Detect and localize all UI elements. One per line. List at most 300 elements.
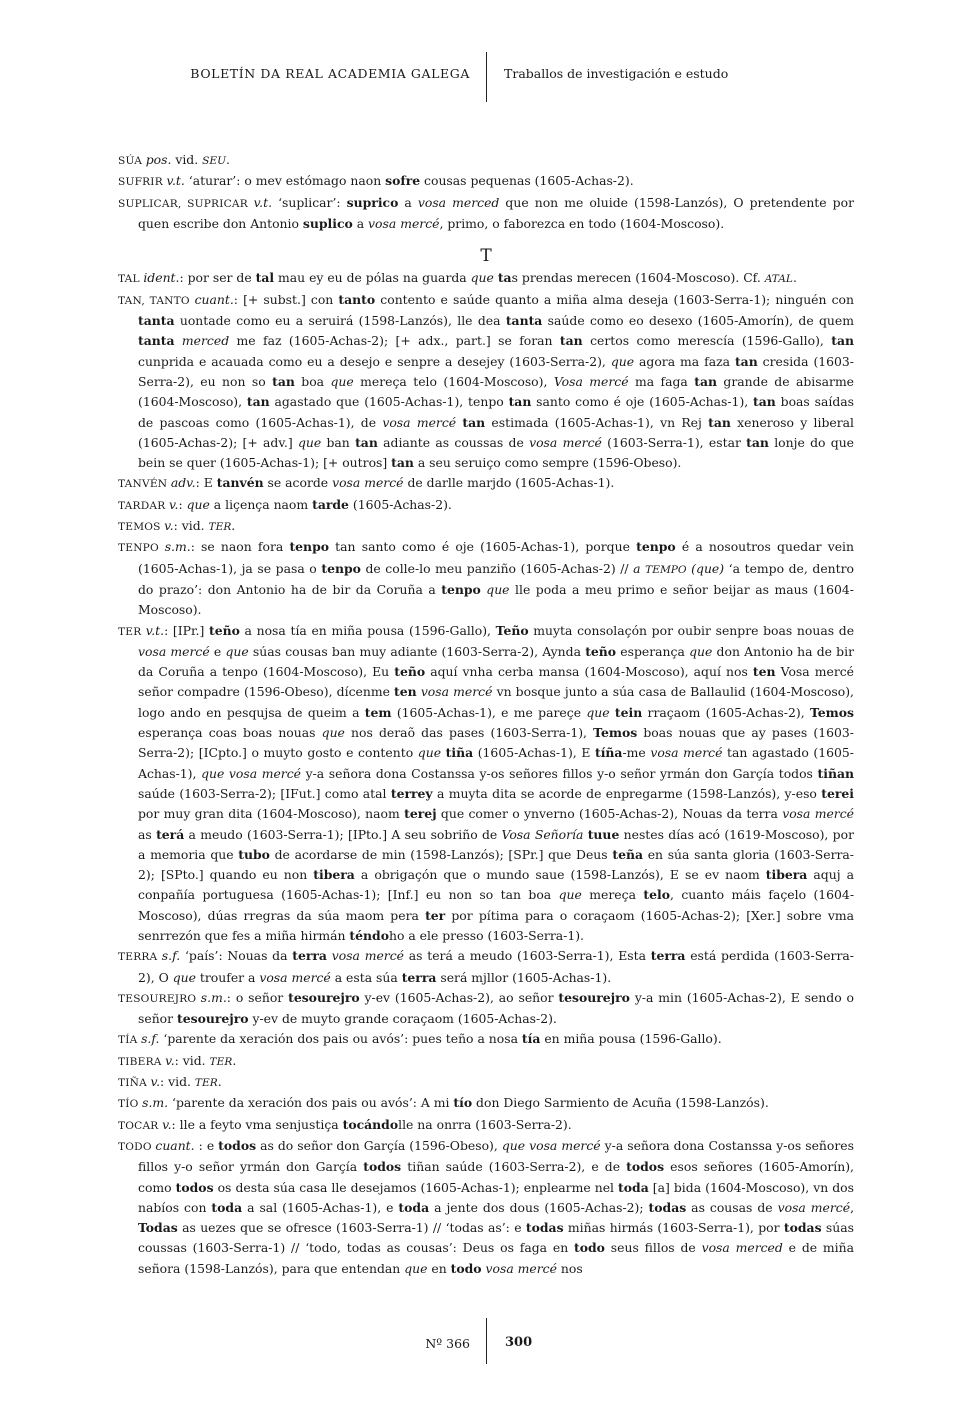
cited-form: tem bbox=[364, 704, 392, 720]
entry-text: súas cousas ban muy adiante (1603-Serra-2), Aynda bbox=[248, 643, 586, 659]
grammar-label: adv. bbox=[170, 475, 196, 491]
italic-text: que bbox=[186, 496, 210, 512]
entry-text: se acorde bbox=[263, 475, 333, 491]
headword: TODO bbox=[118, 1140, 156, 1153]
cited-form: tiñan bbox=[817, 765, 854, 781]
entry-text: boa bbox=[294, 373, 331, 389]
headword: SUPLICAR, SUPRICAR bbox=[118, 197, 254, 210]
headword: TENPO bbox=[118, 542, 165, 555]
glossary-body bbox=[118, 150, 854, 1279]
entry-text: mereça bbox=[581, 887, 644, 903]
headword: TIÑA bbox=[118, 1077, 151, 1090]
italic-text: vosa mercé bbox=[332, 475, 404, 491]
cited-form: tenpo bbox=[636, 539, 676, 555]
entries-s bbox=[118, 150, 854, 234]
cited-form: todo bbox=[574, 1240, 605, 1256]
entry-text: aquj a conpañía portuguesa (1605-Achas-1); [Inf.] eu non so tan boa bbox=[138, 867, 855, 903]
header-divider bbox=[486, 52, 487, 102]
cited-form: tenpo bbox=[289, 539, 329, 555]
entry-text: : bbox=[178, 496, 187, 512]
dictionary-entry bbox=[118, 495, 854, 516]
grammar-label: s.m. bbox=[200, 989, 227, 1005]
entry-text: estimada (1605-Achas-1), vn Rej bbox=[485, 414, 709, 430]
dictionary-entry bbox=[118, 1136, 854, 1279]
journal-title: BOLETÍN DA REAL ACADEMIA GALEGA bbox=[190, 66, 470, 81]
entry-text: ma faga bbox=[628, 373, 695, 389]
entry-text: don Diego Sarmiento de Acuña (1598-Lanzós). bbox=[472, 1095, 769, 1111]
entry-text: por muy gran dita (1604-Moscoso), naom bbox=[138, 806, 405, 822]
entry-text: que comer o ynverno (1605-Achas-2), Nouas da terra bbox=[436, 806, 783, 822]
headword: SÚA bbox=[118, 155, 146, 167]
cited-form: tarde bbox=[312, 496, 349, 512]
cited-form: tuue bbox=[587, 826, 620, 842]
italic-text: (que) bbox=[686, 560, 725, 576]
entry-text: s prendas merecen (1604-Moscoso). Cf. bbox=[511, 270, 765, 286]
cited-form: teño bbox=[394, 664, 426, 680]
entry-text: cunprida e acauada como eu a desejo e senpre a desejey (1603-Serra-2), bbox=[138, 353, 611, 369]
dictionary-entry bbox=[118, 1093, 854, 1114]
italic-text: que bbox=[417, 745, 442, 761]
entry-text: . bbox=[232, 1052, 237, 1068]
cited-form: tesourejro bbox=[288, 989, 360, 1005]
entry-text: esperança coas boas nouas bbox=[138, 725, 322, 741]
entry-text: aquí vnha cerba mansa (1604-Moscoso), aquí nos bbox=[425, 664, 753, 680]
cited-form: tan bbox=[391, 455, 414, 471]
entry-text: vid. bbox=[171, 152, 203, 167]
cross-reference: TER bbox=[209, 1055, 233, 1068]
entry-text: lle na onrra (1603-Serra-2). bbox=[398, 1116, 572, 1132]
entry-text: santo como é oje (1605-Achas-1), bbox=[531, 394, 754, 410]
entry-text: mau ey eu de pólas na guarda bbox=[274, 270, 471, 286]
entry-text: súas coussas (1603-Serra-1) // ‘todo, todas as cousas’: Deus os faga en bbox=[138, 1220, 854, 1256]
cited-form: tan bbox=[753, 394, 776, 410]
entry-text: ‘parente da xeración dos pais ou avós’: A mi bbox=[168, 1095, 454, 1111]
running-footer bbox=[0, 1318, 975, 1368]
entry-text: miñas hirmás (1603-Serra-1), por bbox=[563, 1220, 784, 1236]
dictionary-entry bbox=[118, 473, 854, 494]
cited-form: terra bbox=[292, 948, 327, 964]
cited-form: teño bbox=[209, 622, 240, 638]
cited-form: Teño bbox=[495, 622, 529, 638]
grammar-label: s.f. bbox=[141, 1031, 160, 1047]
entry-text: a liçença naom bbox=[209, 496, 313, 512]
entry-text: : e bbox=[194, 1137, 219, 1153]
entry-text: en bbox=[427, 1260, 451, 1276]
issue-number: Nº 366 bbox=[425, 1336, 470, 1351]
entry-text: e de miña señora (1598-Lanzós), para que entendan bbox=[138, 1240, 854, 1276]
cited-form: tan bbox=[694, 373, 717, 389]
italic-text: Vosa Señoría bbox=[501, 826, 584, 842]
grammar-label: v.t. bbox=[145, 622, 165, 638]
entry-text: as do señor don Garçía (1596-Obeso), bbox=[256, 1137, 502, 1153]
cited-form: todas bbox=[648, 1199, 687, 1215]
entry-text: saúde (1603-Serra-2); [IFut.] como atal bbox=[138, 785, 391, 801]
cited-form: tan bbox=[746, 434, 769, 450]
italic-text: que bbox=[610, 353, 635, 369]
cited-form: tenpo bbox=[441, 581, 481, 597]
cited-form: todos bbox=[363, 1159, 402, 1175]
entry-text bbox=[175, 333, 182, 348]
cited-form: sofre bbox=[385, 173, 421, 189]
entry-text: agastado que (1605-Achas-1), tenpo bbox=[269, 394, 509, 410]
headword: TÍO bbox=[118, 1098, 143, 1111]
italic-text: vosa mercé bbox=[529, 434, 602, 450]
headword: TANVÉN bbox=[118, 478, 171, 491]
entry-text: cresida (1603-Serra-2), eu non so bbox=[138, 353, 854, 389]
entry-text: ban bbox=[321, 434, 356, 450]
headword: TOCAR bbox=[118, 1119, 163, 1132]
entry-text: será mjllor (1605-Achas-1). bbox=[436, 969, 612, 985]
entry-text: é a nosoutros quedar vein (1605-Achas-1), ja se pasa o bbox=[138, 539, 854, 576]
entry-text: xeneroso y liberal (1605-Achas-2); [+ adv.] bbox=[138, 414, 854, 450]
cross-reference: TER bbox=[194, 1077, 218, 1090]
entry-text: Vosa mercé señor compadre (1596-Obeso), dícenme bbox=[138, 664, 855, 700]
entry-text: contento e saúde quanto a miña alma deseja (1603-Serra-1); ninguén con bbox=[375, 291, 854, 307]
entry-text: mereça telo (1604-Moscoso), bbox=[353, 373, 554, 389]
entry-text: ‘suplicar’: bbox=[272, 194, 347, 210]
entry-text: . bbox=[226, 152, 230, 167]
headword: TEMOS bbox=[118, 521, 165, 534]
entry-text: uontade como eu a seruirá (1598-Lanzós), lle dea bbox=[174, 313, 506, 329]
grammar-label: v. bbox=[164, 518, 174, 534]
italic-text: que vosa mercé bbox=[201, 765, 301, 781]
italic-text: vosa mercé bbox=[368, 215, 440, 231]
entry-text: está perdida (1603-Serra-2), O bbox=[138, 948, 854, 985]
cross-reference: ATAL bbox=[764, 273, 793, 286]
cited-form: tesourejro bbox=[177, 1011, 249, 1027]
entry-text: (1603-Serra-1), estar bbox=[601, 434, 747, 450]
entry-text: y-ev (1605-Achas-2), ao señor bbox=[359, 989, 559, 1005]
headword: TESOUREJRO bbox=[118, 992, 201, 1005]
entry-text: vn bosque junto a súa casa de Ballaulid (1604-Moscoso), logo ando en pesqujsa de queim a bbox=[138, 684, 854, 720]
italic-text: que bbox=[689, 643, 713, 659]
cited-form: todas bbox=[525, 1220, 564, 1236]
entry-text: lonje do que bein se quer (1605-Achas-1); [+ outros] bbox=[138, 434, 855, 471]
entry-text: (1605-Achas-1), E bbox=[473, 745, 595, 761]
cited-form: tío bbox=[453, 1095, 473, 1111]
entry-text: boas saídas de pascoas como (1605-Achas-1), de bbox=[138, 394, 854, 430]
cited-form: téndo bbox=[349, 927, 389, 943]
entry-text: . bbox=[217, 1074, 222, 1090]
cited-form: toda bbox=[398, 1199, 430, 1215]
cited-form: tiña bbox=[445, 745, 474, 761]
entry-text: , primo, o faborezca en todo (1604-Moscoso). bbox=[439, 215, 725, 231]
cited-form: ta bbox=[497, 270, 512, 286]
cited-form: tocándo bbox=[342, 1116, 399, 1132]
grammar-label: v.t. bbox=[253, 194, 273, 210]
cited-form: suplico bbox=[302, 215, 353, 231]
entry-text: : vid. bbox=[174, 1052, 210, 1068]
entry-text: : vid. bbox=[160, 1074, 195, 1090]
cited-form: toda bbox=[211, 1199, 243, 1215]
grammar-label: ident. bbox=[143, 270, 180, 286]
cited-form: tan bbox=[734, 353, 758, 369]
italic-text: vosa mercé bbox=[331, 948, 404, 964]
entries-t bbox=[118, 268, 854, 1279]
cited-form: terra bbox=[401, 969, 437, 985]
headword: TIBERA bbox=[118, 1055, 166, 1068]
dictionary-entry bbox=[118, 1115, 854, 1136]
italic-text: vosa mercé bbox=[420, 684, 493, 700]
entry-text: as uezes que se ofresce (1603-Serra-1) // ‘todas as’: e bbox=[177, 1220, 526, 1236]
section-title: Traballos de investigación e estudo bbox=[504, 66, 729, 81]
cited-form: tanta bbox=[138, 333, 175, 349]
footer-divider bbox=[486, 1318, 487, 1364]
dictionary-entry bbox=[118, 516, 854, 537]
cited-form: tan bbox=[708, 414, 731, 430]
cross-reference: TEMPO bbox=[645, 563, 687, 576]
cited-form: tan bbox=[462, 414, 486, 430]
dictionary-entry bbox=[118, 268, 854, 289]
dictionary-entry bbox=[118, 1051, 854, 1072]
cited-form: tan bbox=[355, 434, 378, 450]
dictionary-entry bbox=[118, 1029, 854, 1050]
entry-text: me faz (1605-Achas-2); [+ adx., part.] se foran bbox=[229, 333, 560, 349]
grammar-label: s.m. bbox=[164, 539, 191, 555]
italic-text: que bbox=[321, 725, 345, 741]
entry-text: ‘aturar’: o mev estómago naon bbox=[184, 173, 386, 189]
headword: TAL bbox=[118, 273, 144, 286]
italic-text: Vosa mercé bbox=[553, 373, 629, 389]
dictionary-entry bbox=[118, 988, 854, 1030]
entry-text: esos señores (1605-Amorín), como bbox=[138, 1159, 854, 1195]
entry-text: : [+ subst.] con bbox=[233, 291, 339, 307]
entry-text: : por ser de bbox=[179, 270, 256, 286]
entry-text: tan agastado (1605-Achas-1), bbox=[138, 745, 854, 781]
entry-text: (1605-Achas-1), e me pareçe bbox=[391, 704, 587, 720]
entry-text: : vid. bbox=[173, 518, 209, 534]
entry-text: a bbox=[398, 194, 418, 210]
entry-text: ‘a tempo de, dentro do prazo’: don Antonio ha de bir da Coruña a bbox=[138, 560, 855, 597]
entry-text: a meudo (1603-Serra-1); [IPto.] A seu sobriño de bbox=[184, 826, 502, 842]
cited-form: terej bbox=[404, 806, 437, 822]
cited-form: Temos bbox=[593, 725, 638, 741]
grammar-label: v.t. bbox=[166, 173, 185, 189]
italic-text: vosa mercé bbox=[382, 414, 457, 430]
cited-form: terra bbox=[650, 948, 686, 964]
entry-text: de darlle marjdo (1605-Achas-1). bbox=[403, 475, 615, 491]
cited-form: tan bbox=[508, 394, 532, 410]
cited-form: terá bbox=[156, 826, 185, 842]
cited-form: Todas bbox=[138, 1220, 178, 1236]
entry-text: a jente dos dous (1605-Achas-2); bbox=[429, 1199, 649, 1215]
entry-text: e bbox=[209, 643, 226, 659]
entry-text: y-ev de muyto grande coraçaom (1605-Achas-2). bbox=[248, 1011, 557, 1027]
entry-text: . bbox=[792, 270, 797, 286]
entry-text: : lle a feyto vma senjustiça bbox=[171, 1116, 343, 1132]
entry-text: a sal (1605-Achas-1), e bbox=[242, 1199, 399, 1215]
italic-text: vosa mercé bbox=[485, 1260, 557, 1276]
cited-form: tíña bbox=[594, 745, 623, 761]
grammar-label: cuant. bbox=[155, 1137, 195, 1153]
entry-text: troufer a bbox=[195, 969, 260, 985]
grammar-label: v. bbox=[165, 1052, 175, 1068]
entry-text: as bbox=[138, 826, 157, 842]
grammar-label: s.m. bbox=[142, 1095, 169, 1111]
entry-text: [a] bida (1604-Moscoso), vn dos nabíos con bbox=[138, 1179, 854, 1215]
headword: SUFRIR bbox=[118, 176, 167, 189]
entry-text: en súa santa gloria (1603-Serra-2); [SPto.] quando eu non bbox=[138, 846, 854, 883]
section-letter: T bbox=[480, 246, 492, 267]
italic-text: que bbox=[330, 373, 354, 389]
entry-text: agora ma faza bbox=[634, 353, 735, 369]
entry-text: en miña pousa (1596-Gallo). bbox=[540, 1031, 722, 1047]
cited-form: tesourejro bbox=[558, 989, 630, 1005]
cited-form: tanto bbox=[338, 291, 376, 307]
entry-text: de colle-lo meu panziño (1605-Achas-2) // bbox=[360, 560, 634, 576]
cited-form: tanvén bbox=[216, 475, 264, 491]
cited-form: tibera bbox=[313, 867, 355, 883]
italic-text: que bbox=[470, 270, 494, 286]
italic-text: que bbox=[297, 434, 322, 450]
dictionary-entry bbox=[118, 150, 854, 171]
cited-form: tein bbox=[614, 704, 643, 720]
cited-form: tan bbox=[272, 373, 295, 389]
cited-form: todos bbox=[218, 1137, 257, 1153]
cited-form: tanta bbox=[138, 313, 175, 329]
entry-text: a muyta dita se acorde de enpregarme (1598-Lanzós), y-eso bbox=[432, 785, 822, 801]
cited-form: tibera bbox=[765, 867, 808, 883]
grammar-label: cuant. bbox=[194, 291, 234, 307]
cross-reference: TER bbox=[208, 521, 232, 534]
italic-text: vosa mercé bbox=[138, 643, 210, 659]
cited-form: terei bbox=[821, 785, 854, 801]
entry-text: que non me oluide (1598-Lanzós), O pretendente por quen escribe don Antonio bbox=[138, 194, 854, 231]
entry-text: esperança bbox=[616, 643, 690, 659]
dictionary-entry bbox=[118, 290, 854, 474]
entry-text: a bbox=[352, 215, 369, 231]
cross-reference: SEU bbox=[202, 155, 227, 167]
cited-form: tía bbox=[521, 1031, 541, 1047]
grammar-label: v. bbox=[169, 496, 179, 512]
cited-form: todos bbox=[626, 1159, 665, 1175]
entry-text: cousas pequenas (1605-Achas-2). bbox=[420, 173, 634, 189]
cited-form: todos bbox=[175, 1179, 214, 1195]
cited-form: todo bbox=[450, 1260, 482, 1276]
entry-text: a seu seruiço como sempre (1596-Obeso). bbox=[413, 455, 682, 471]
italic-text: vosa mercé bbox=[650, 745, 723, 761]
entry-text: lle poda a meu primo e señor beijar as maus (1604-Moscoso). bbox=[138, 581, 854, 618]
entry-text: grande de abisarme (1604-Moscoso), bbox=[138, 373, 855, 410]
entry-text: , bbox=[850, 1199, 855, 1215]
entry-text: : se naon fora bbox=[190, 539, 290, 555]
entry-text: (1605-Achas-2). bbox=[348, 496, 452, 512]
cited-form: todas bbox=[783, 1220, 822, 1236]
grammar-label: pos. bbox=[145, 152, 172, 167]
entry-text: a obrigaçón que o mundo saue (1598-Lanzós), E se ev naom bbox=[354, 867, 766, 883]
cited-form: tan bbox=[559, 333, 583, 349]
entry-text: saúde como eo desexo (1605-Amorín), de quem bbox=[542, 313, 854, 329]
entry-text: ‘país’: Nouas da bbox=[180, 948, 293, 964]
entry-text: don Antonio ha de bir da Coruña a tenpo (1604-Moscoso), Eu bbox=[138, 643, 855, 680]
entry-text: : [IPr.] bbox=[164, 622, 209, 638]
entry-text: nestes días acó (1619-Moscoso), por a memoria que bbox=[138, 826, 854, 862]
italic-text: vosa mercé bbox=[777, 1199, 851, 1215]
italic-text: merced bbox=[181, 333, 230, 349]
entry-text: seus fillos de bbox=[604, 1240, 702, 1256]
entry-text: tiñan saúde (1603-Serra-2), e de bbox=[401, 1159, 627, 1175]
cited-form: tan bbox=[246, 394, 270, 410]
italic-text: vosa mercé bbox=[782, 806, 855, 822]
entry-text: ‘parente da xeración dos pais ou avós’: pues teño a nosa bbox=[159, 1031, 522, 1047]
cited-form: toda bbox=[618, 1179, 649, 1195]
entry-text: , cuanto máis façelo (1604-Moscoso), dúas rregras da súa maom pera bbox=[138, 887, 855, 923]
headword: TER bbox=[118, 625, 146, 638]
entry-text: a nosa tía en miña pousa (1596-Gallo), bbox=[239, 622, 496, 638]
cited-form: tal bbox=[255, 270, 275, 286]
italic-text: que vosa mercé bbox=[501, 1137, 601, 1153]
cited-form: terrey bbox=[390, 785, 433, 801]
italic-text: vosa merced bbox=[701, 1240, 783, 1256]
cited-form: tan bbox=[831, 333, 854, 349]
entry-text: adiante as coussas de bbox=[377, 434, 530, 450]
dictionary-entry bbox=[118, 1072, 854, 1093]
dictionary-entry bbox=[118, 621, 854, 947]
italic-text: que bbox=[586, 704, 610, 720]
dictionary-entry bbox=[118, 946, 854, 988]
entry-text: nos bbox=[556, 1260, 583, 1276]
italic-text: que bbox=[486, 581, 510, 597]
italic-text: que bbox=[558, 887, 582, 903]
italic-text: que bbox=[225, 643, 249, 659]
entry-text: as cousas de bbox=[686, 1199, 778, 1215]
entry-text: y-a min (1605-Achas-2), E sendo o señor bbox=[138, 989, 854, 1027]
dictionary-entry bbox=[118, 193, 854, 235]
cited-form: ter bbox=[425, 907, 446, 923]
cited-form: suprico bbox=[346, 194, 399, 210]
headword: TÍA bbox=[118, 1034, 142, 1047]
cited-form: ten bbox=[394, 684, 417, 700]
entry-text: : E bbox=[195, 475, 217, 491]
entry-text: muyta consolaçón por oubir senpre boas nouas de bbox=[528, 622, 855, 638]
running-header bbox=[0, 48, 975, 102]
dictionary-entry bbox=[118, 537, 854, 620]
italic-text: que bbox=[404, 1260, 428, 1276]
cited-form: teño bbox=[585, 643, 617, 659]
grammar-label: v. bbox=[162, 1116, 172, 1132]
entry-text: -me bbox=[622, 745, 651, 761]
cited-form: ten bbox=[752, 664, 776, 680]
headword: TARDAR bbox=[118, 499, 170, 512]
dictionary-entry bbox=[118, 171, 854, 192]
entry-text: rraçaom (1605-Achas-2), bbox=[642, 704, 810, 720]
entry-text: tan santo como é oje (1605-Achas-1), porque bbox=[329, 539, 637, 555]
entry-text: . bbox=[231, 518, 236, 534]
entry-text: os desta súa casa lle desejamos (1605-Achas-1); enplearme nel bbox=[213, 1179, 619, 1195]
entry-text: a esta súa bbox=[330, 969, 402, 985]
entry-text: ho a ele presso (1603-Serra-1). bbox=[388, 927, 584, 943]
cited-form: telo bbox=[643, 887, 670, 903]
cited-form: teña bbox=[612, 846, 643, 862]
grammar-label: s.f. bbox=[161, 948, 181, 964]
entry-text: as terá a meudo (1603-Serra-1), Esta bbox=[403, 948, 651, 964]
cited-form: tanta bbox=[505, 313, 543, 329]
italic-text: a bbox=[633, 560, 646, 576]
entry-text: y-a señora dona Costanssa y-os señores fillos y-o señor yrmán don Garçía todos bbox=[301, 765, 818, 781]
page-number: 300 bbox=[505, 1335, 533, 1350]
entry-text: boas nouas que ay pases (1603-Serra-2); [ICpto.] o muyto gosto e contento bbox=[138, 725, 854, 761]
entry-text: y-a señora dona Costanssa y-os señores fillos y-o señor yrmán don Garçía bbox=[138, 1137, 854, 1175]
italic-text: vosa mercé bbox=[259, 969, 331, 985]
italic-text: vosa merced bbox=[417, 194, 500, 210]
cited-form: tenpo bbox=[321, 560, 361, 576]
entry-text: certos como merescía (1596-Gallo), bbox=[582, 333, 832, 349]
cited-form: tubo bbox=[238, 846, 270, 862]
italic-text: que bbox=[172, 969, 196, 985]
grammar-label: v. bbox=[150, 1074, 161, 1090]
entry-text: por pítima para o coraçaom (1605-Achas-2); [Xer.] sobre vma senrrezón que fes a miña hirmán bbox=[138, 907, 855, 943]
headword: TAN, TANTO bbox=[118, 294, 195, 307]
